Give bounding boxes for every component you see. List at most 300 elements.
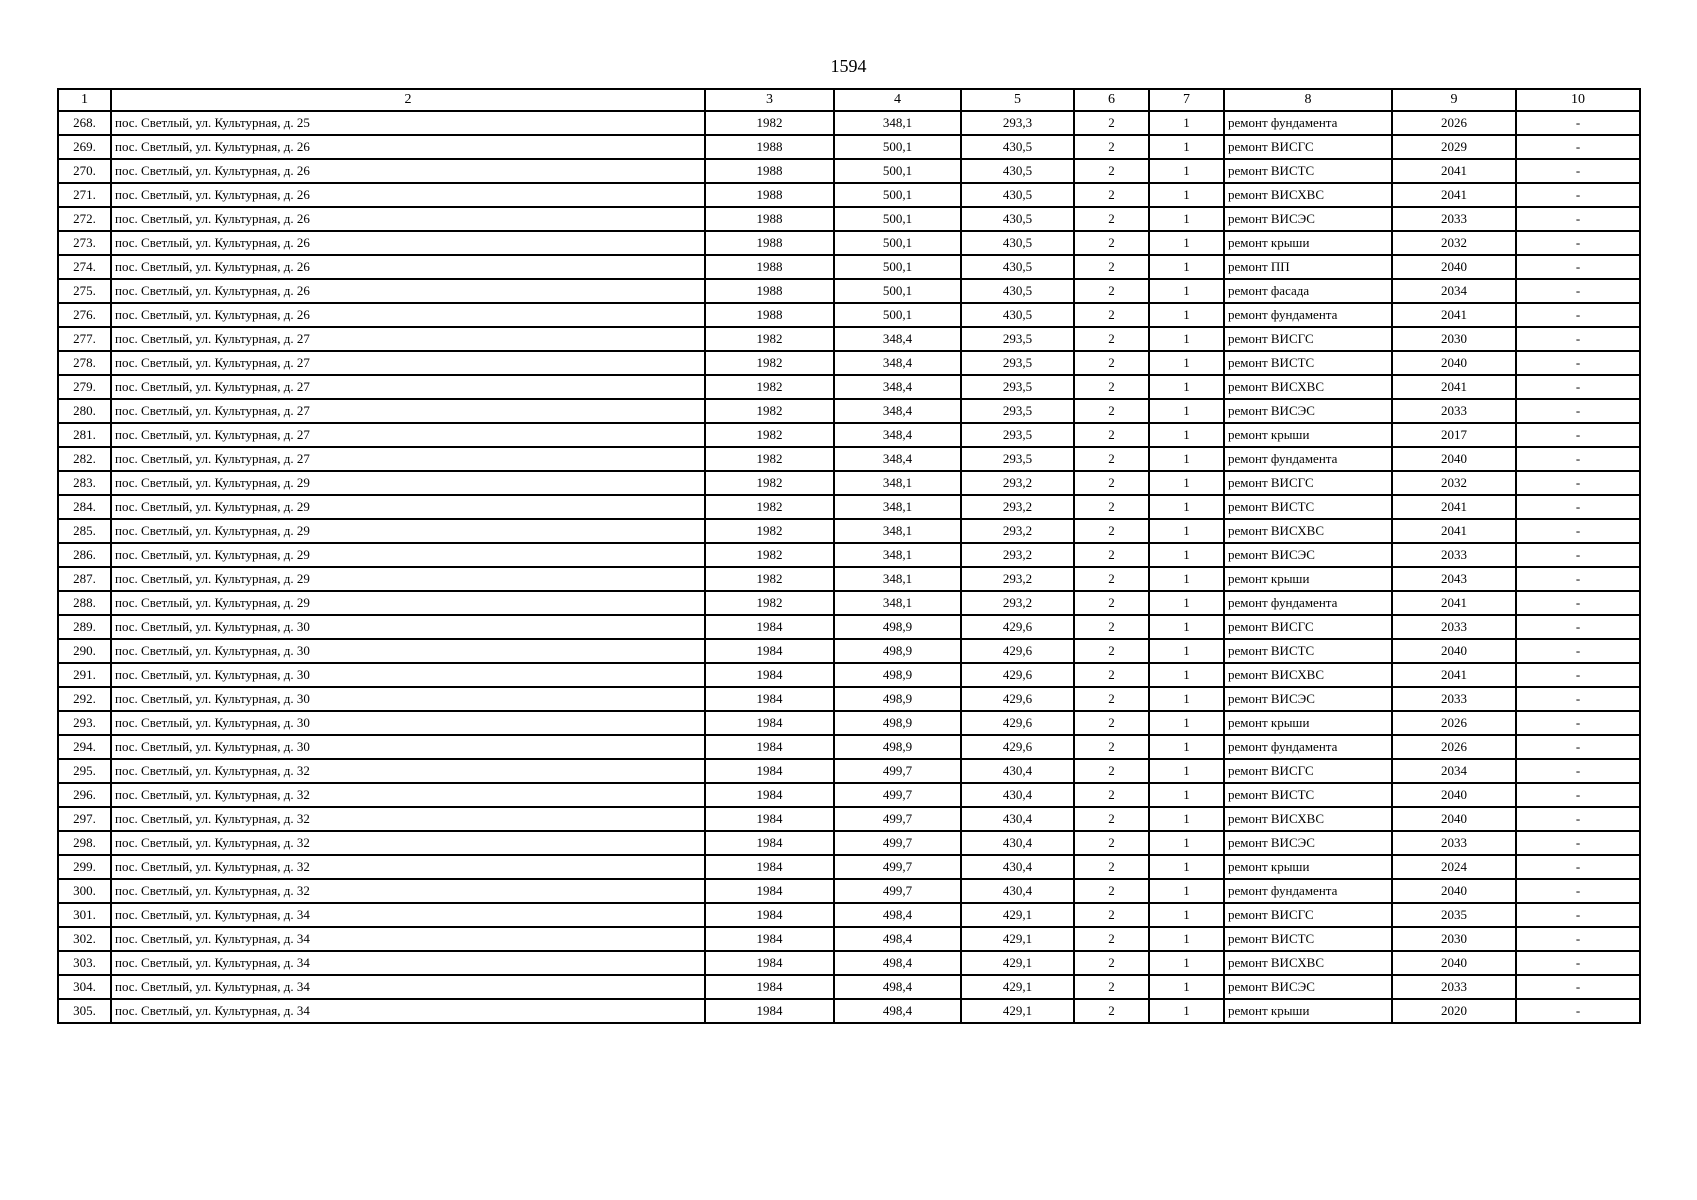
entrances-cell: 1 [1149,711,1224,735]
entrances-cell: 1 [1149,375,1224,399]
note-cell: - [1516,783,1640,807]
entrances-cell: 1 [1149,543,1224,567]
address-cell: пос. Светлый, ул. Культурная, д. 30 [111,735,705,759]
total-area-cell: 348,1 [834,471,961,495]
total-area-cell: 348,1 [834,111,961,135]
build-year-cell: 1988 [705,159,834,183]
note-cell: - [1516,975,1640,999]
living-area-cell: 293,5 [961,423,1074,447]
work-type-cell: ремонт ВИСХВС [1224,951,1392,975]
floors-cell: 2 [1074,759,1149,783]
table-row [58,447,1640,471]
note-cell: - [1516,615,1640,639]
table-row [58,495,1640,519]
note-cell: - [1516,351,1640,375]
address-cell: пос. Светлый, ул. Культурная, д. 25 [111,111,705,135]
address-cell: пос. Светлый, ул. Культурная, д. 27 [111,327,705,351]
page-number: 1594 [830,56,867,76]
address-cell: пос. Светлый, ул. Культурная, д. 34 [111,975,705,999]
table-row [58,927,1640,951]
living-area-cell: 293,5 [961,375,1074,399]
planned-year-cell: 2040 [1392,951,1516,975]
address-cell: пос. Светлый, ул. Культурная, д. 29 [111,471,705,495]
total-area-cell: 498,4 [834,951,961,975]
build-year-cell: 1982 [705,519,834,543]
build-year-cell: 1984 [705,711,834,735]
planned-year-cell: 2026 [1392,735,1516,759]
row-number-cell: 291. [58,663,111,687]
work-type-cell: ремонт ВИСГС [1224,903,1392,927]
address-cell: пос. Светлый, ул. Культурная, д. 32 [111,831,705,855]
entrances-cell: 1 [1149,447,1224,471]
living-area-cell: 430,4 [961,879,1074,903]
row-number-cell: 305. [58,999,111,1023]
floors-cell: 2 [1074,423,1149,447]
living-area-cell: 430,5 [961,135,1074,159]
total-area-cell: 348,1 [834,495,961,519]
planned-year-cell: 2040 [1392,783,1516,807]
address-cell: пос. Светлый, ул. Культурная, д. 29 [111,519,705,543]
living-area-cell: 430,5 [961,207,1074,231]
planned-year-cell: 2040 [1392,807,1516,831]
build-year-cell: 1988 [705,183,834,207]
floors-cell: 2 [1074,735,1149,759]
total-area-cell: 348,1 [834,591,961,615]
address-cell: пос. Светлый, ул. Культурная, д. 34 [111,951,705,975]
total-area-cell: 500,1 [834,279,961,303]
build-year-cell: 1984 [705,903,834,927]
total-area-cell: 498,9 [834,711,961,735]
build-year-cell: 1982 [705,495,834,519]
build-year-cell: 1984 [705,687,834,711]
work-type-cell: ремонт фундамента [1224,735,1392,759]
build-year-cell: 1982 [705,327,834,351]
work-type-cell: ремонт фундамента [1224,447,1392,471]
note-cell: - [1516,879,1640,903]
living-area-cell: 429,1 [961,951,1074,975]
living-area-cell: 430,4 [961,807,1074,831]
entrances-cell: 1 [1149,279,1224,303]
row-number-cell: 276. [58,303,111,327]
table-row [58,303,1640,327]
planned-year-cell: 2030 [1392,927,1516,951]
column-number: 10 [1516,89,1640,111]
table-row [58,255,1640,279]
table-row [58,831,1640,855]
planned-year-cell: 2041 [1392,159,1516,183]
address-cell: пос. Светлый, ул. Культурная, д. 27 [111,447,705,471]
work-type-cell: ремонт ВИСХВС [1224,519,1392,543]
address-cell: пос. Светлый, ул. Культурная, д. 27 [111,423,705,447]
address-cell: пос. Светлый, ул. Культурная, д. 29 [111,495,705,519]
row-number-cell: 286. [58,543,111,567]
living-area-cell: 293,2 [961,471,1074,495]
build-year-cell: 1984 [705,855,834,879]
floors-cell: 2 [1074,543,1149,567]
work-type-cell: ремонт ВИСТС [1224,495,1392,519]
entrances-cell: 1 [1149,327,1224,351]
table-row [58,783,1640,807]
total-area-cell: 499,7 [834,759,961,783]
floors-cell: 2 [1074,951,1149,975]
table-row [58,183,1640,207]
address-cell: пос. Светлый, ул. Культурная, д. 26 [111,135,705,159]
living-area-cell: 293,5 [961,447,1074,471]
floors-cell: 2 [1074,615,1149,639]
entrances-cell: 1 [1149,495,1224,519]
total-area-cell: 498,4 [834,975,961,999]
work-type-cell: ремонт ВИСХВС [1224,663,1392,687]
address-cell: пос. Светлый, ул. Культурная, д. 30 [111,663,705,687]
address-cell: пос. Светлый, ул. Культурная, д. 30 [111,639,705,663]
work-type-cell: ремонт фундамента [1224,879,1392,903]
total-area-cell: 348,4 [834,399,961,423]
floors-cell: 2 [1074,975,1149,999]
total-area-cell: 500,1 [834,231,961,255]
floors-cell: 2 [1074,687,1149,711]
note-cell: - [1516,519,1640,543]
work-type-cell: ремонт фундамента [1224,303,1392,327]
floors-cell: 2 [1074,255,1149,279]
row-number-cell: 284. [58,495,111,519]
address-cell: пос. Светлый, ул. Культурная, д. 32 [111,783,705,807]
build-year-cell: 1982 [705,567,834,591]
row-number-cell: 270. [58,159,111,183]
floors-cell: 2 [1074,447,1149,471]
floors-cell: 2 [1074,135,1149,159]
row-number-cell: 294. [58,735,111,759]
total-area-cell: 348,4 [834,327,961,351]
build-year-cell: 1982 [705,591,834,615]
row-number-cell: 301. [58,903,111,927]
address-cell: пос. Светлый, ул. Культурная, д. 26 [111,303,705,327]
column-number: 7 [1149,89,1224,111]
address-cell: пос. Светлый, ул. Культурная, д. 26 [111,231,705,255]
row-number-cell: 300. [58,879,111,903]
row-number-cell: 274. [58,255,111,279]
work-type-cell: ремонт ПП [1224,255,1392,279]
column-number: 6 [1074,89,1149,111]
total-area-cell: 500,1 [834,207,961,231]
row-number-cell: 268. [58,111,111,135]
living-area-cell: 430,4 [961,831,1074,855]
address-cell: пос. Светлый, ул. Культурная, д. 34 [111,903,705,927]
total-area-cell: 499,7 [834,831,961,855]
floors-cell: 2 [1074,495,1149,519]
work-type-cell: ремонт ВИСГС [1224,471,1392,495]
total-area-cell: 348,4 [834,423,961,447]
address-cell: пос. Светлый, ул. Культурная, д. 26 [111,207,705,231]
living-area-cell: 293,2 [961,519,1074,543]
column-number: 2 [111,89,705,111]
entrances-cell: 1 [1149,591,1224,615]
floors-cell: 2 [1074,663,1149,687]
note-cell: - [1516,231,1640,255]
total-area-cell: 348,1 [834,567,961,591]
floors-cell: 2 [1074,711,1149,735]
note-cell: - [1516,591,1640,615]
address-cell: пос. Светлый, ул. Культурная, д. 27 [111,375,705,399]
living-area-cell: 293,2 [961,543,1074,567]
entrances-cell: 1 [1149,303,1224,327]
living-area-cell: 430,5 [961,303,1074,327]
living-area-cell: 429,1 [961,903,1074,927]
work-type-cell: ремонт фундамента [1224,591,1392,615]
row-number-cell: 295. [58,759,111,783]
row-number-cell: 279. [58,375,111,399]
living-area-cell: 429,6 [961,639,1074,663]
floors-cell: 2 [1074,111,1149,135]
table-row [58,591,1640,615]
row-number-cell: 288. [58,591,111,615]
row-number-cell: 303. [58,951,111,975]
entrances-cell: 1 [1149,207,1224,231]
column-number: 3 [705,89,834,111]
build-year-cell: 1988 [705,207,834,231]
build-year-cell: 1988 [705,255,834,279]
work-type-cell: ремонт крыши [1224,231,1392,255]
note-cell: - [1516,495,1640,519]
floors-cell: 2 [1074,927,1149,951]
total-area-cell: 348,1 [834,519,961,543]
row-number-cell: 277. [58,327,111,351]
floors-cell: 2 [1074,159,1149,183]
table-row [58,399,1640,423]
note-cell: - [1516,807,1640,831]
address-cell: пос. Светлый, ул. Культурная, д. 34 [111,999,705,1023]
table-row [58,159,1640,183]
row-number-cell: 296. [58,783,111,807]
note-cell: - [1516,735,1640,759]
build-year-cell: 1988 [705,135,834,159]
entrances-cell: 1 [1149,783,1224,807]
repair-schedule-table [57,88,1641,1024]
row-number-cell: 289. [58,615,111,639]
total-area-cell: 499,7 [834,855,961,879]
floors-cell: 2 [1074,567,1149,591]
row-number-cell: 293. [58,711,111,735]
living-area-cell: 429,6 [961,735,1074,759]
table-row [58,471,1640,495]
planned-year-cell: 2041 [1392,303,1516,327]
living-area-cell: 430,5 [961,279,1074,303]
note-cell: - [1516,447,1640,471]
total-area-cell: 348,1 [834,543,961,567]
planned-year-cell: 2032 [1392,231,1516,255]
row-number-cell: 275. [58,279,111,303]
floors-cell: 2 [1074,303,1149,327]
living-area-cell: 429,6 [961,615,1074,639]
entrances-cell: 1 [1149,903,1224,927]
address-cell: пос. Светлый, ул. Культурная, д. 29 [111,543,705,567]
row-number-cell: 282. [58,447,111,471]
table-row [58,759,1640,783]
note-cell: - [1516,399,1640,423]
floors-cell: 2 [1074,207,1149,231]
floors-cell: 2 [1074,471,1149,495]
entrances-cell: 1 [1149,735,1224,759]
table-row [58,279,1640,303]
floors-cell: 2 [1074,903,1149,927]
entrances-cell: 1 [1149,855,1224,879]
floors-cell: 2 [1074,375,1149,399]
work-type-cell: ремонт фасада [1224,279,1392,303]
note-cell: - [1516,135,1640,159]
work-type-cell: ремонт ВИСЭС [1224,975,1392,999]
floors-cell: 2 [1074,831,1149,855]
entrances-cell: 1 [1149,351,1224,375]
build-year-cell: 1984 [705,639,834,663]
table-row [58,567,1640,591]
note-cell: - [1516,327,1640,351]
row-number-cell: 281. [58,423,111,447]
work-type-cell: ремонт ВИСЭС [1224,399,1392,423]
work-type-cell: ремонт крыши [1224,423,1392,447]
table-row [58,423,1640,447]
build-year-cell: 1984 [705,663,834,687]
build-year-cell: 1982 [705,543,834,567]
row-number-cell: 304. [58,975,111,999]
planned-year-cell: 2040 [1392,879,1516,903]
entrances-cell: 1 [1149,951,1224,975]
table-row [58,639,1640,663]
total-area-cell: 499,7 [834,879,961,903]
living-area-cell: 430,5 [961,231,1074,255]
note-cell: - [1516,255,1640,279]
work-type-cell: ремонт ВИСТС [1224,351,1392,375]
total-area-cell: 500,1 [834,255,961,279]
entrances-cell: 1 [1149,999,1224,1023]
build-year-cell: 1984 [705,615,834,639]
entrances-cell: 1 [1149,399,1224,423]
planned-year-cell: 2033 [1392,975,1516,999]
column-number: 4 [834,89,961,111]
build-year-cell: 1988 [705,279,834,303]
work-type-cell: ремонт ВИСТС [1224,639,1392,663]
table-row [58,375,1640,399]
total-area-cell: 500,1 [834,135,961,159]
planned-year-cell: 2033 [1392,831,1516,855]
work-type-cell: ремонт крыши [1224,711,1392,735]
address-cell: пос. Светлый, ул. Культурная, д. 27 [111,399,705,423]
note-cell: - [1516,927,1640,951]
planned-year-cell: 2040 [1392,447,1516,471]
total-area-cell: 500,1 [834,159,961,183]
address-cell: пос. Светлый, ул. Культурная, д. 29 [111,567,705,591]
work-type-cell: ремонт ВИСГС [1224,135,1392,159]
entrances-cell: 1 [1149,927,1224,951]
note-cell: - [1516,543,1640,567]
address-cell: пос. Светлый, ул. Культурная, д. 27 [111,351,705,375]
planned-year-cell: 2026 [1392,711,1516,735]
total-area-cell: 498,9 [834,615,961,639]
note-cell: - [1516,999,1640,1023]
living-area-cell: 429,6 [961,687,1074,711]
note-cell: - [1516,759,1640,783]
entrances-cell: 1 [1149,519,1224,543]
note-cell: - [1516,159,1640,183]
living-area-cell: 430,5 [961,159,1074,183]
entrances-cell: 1 [1149,687,1224,711]
table-row [58,663,1640,687]
living-area-cell: 430,4 [961,759,1074,783]
build-year-cell: 1984 [705,783,834,807]
planned-year-cell: 2033 [1392,543,1516,567]
living-area-cell: 430,5 [961,183,1074,207]
entrances-cell: 1 [1149,135,1224,159]
column-number: 5 [961,89,1074,111]
row-number-cell: 273. [58,231,111,255]
floors-cell: 2 [1074,639,1149,663]
floors-cell: 2 [1074,399,1149,423]
work-type-cell: ремонт ВИСЭС [1224,543,1392,567]
work-type-cell: ремонт ВИСЭС [1224,831,1392,855]
work-type-cell: ремонт ВИСЭС [1224,687,1392,711]
table-row [58,735,1640,759]
work-type-cell: ремонт ВИСГС [1224,759,1392,783]
address-cell: пос. Светлый, ул. Культурная, д. 26 [111,255,705,279]
row-number-cell: 278. [58,351,111,375]
address-cell: пос. Светлый, ул. Культурная, д. 30 [111,615,705,639]
work-type-cell: ремонт крыши [1224,567,1392,591]
address-cell: пос. Светлый, ул. Культурная, д. 32 [111,759,705,783]
floors-cell: 2 [1074,855,1149,879]
table-row [58,855,1640,879]
living-area-cell: 293,2 [961,495,1074,519]
entrances-cell: 1 [1149,807,1224,831]
planned-year-cell: 2041 [1392,519,1516,543]
total-area-cell: 500,1 [834,303,961,327]
table-row [58,615,1640,639]
planned-year-cell: 2043 [1392,567,1516,591]
table-row [58,951,1640,975]
total-area-cell: 498,4 [834,903,961,927]
entrances-cell: 1 [1149,975,1224,999]
planned-year-cell: 2041 [1392,495,1516,519]
work-type-cell: ремонт ВИСЭС [1224,207,1392,231]
table-row [58,807,1640,831]
work-type-cell: ремонт ВИСГС [1224,327,1392,351]
note-cell: - [1516,183,1640,207]
entrances-cell: 1 [1149,423,1224,447]
planned-year-cell: 2020 [1392,999,1516,1023]
entrances-cell: 1 [1149,183,1224,207]
living-area-cell: 429,1 [961,999,1074,1023]
row-number-cell: 272. [58,207,111,231]
table-row [58,711,1640,735]
planned-year-cell: 2040 [1392,639,1516,663]
living-area-cell: 293,2 [961,567,1074,591]
build-year-cell: 1984 [705,951,834,975]
build-year-cell: 1982 [705,111,834,135]
address-cell: пос. Светлый, ул. Культурная, д. 29 [111,591,705,615]
total-area-cell: 498,9 [834,735,961,759]
build-year-cell: 1984 [705,735,834,759]
address-cell: пос. Светлый, ул. Культурная, д. 34 [111,927,705,951]
table-row [58,687,1640,711]
note-cell: - [1516,687,1640,711]
entrances-cell: 1 [1149,615,1224,639]
planned-year-cell: 2032 [1392,471,1516,495]
build-year-cell: 1982 [705,471,834,495]
address-cell: пос. Светлый, ул. Культурная, д. 32 [111,855,705,879]
entrances-cell: 1 [1149,567,1224,591]
table-row [58,543,1640,567]
planned-year-cell: 2034 [1392,279,1516,303]
column-number: 1 [58,89,111,111]
planned-year-cell: 2033 [1392,399,1516,423]
planned-year-cell: 2029 [1392,135,1516,159]
